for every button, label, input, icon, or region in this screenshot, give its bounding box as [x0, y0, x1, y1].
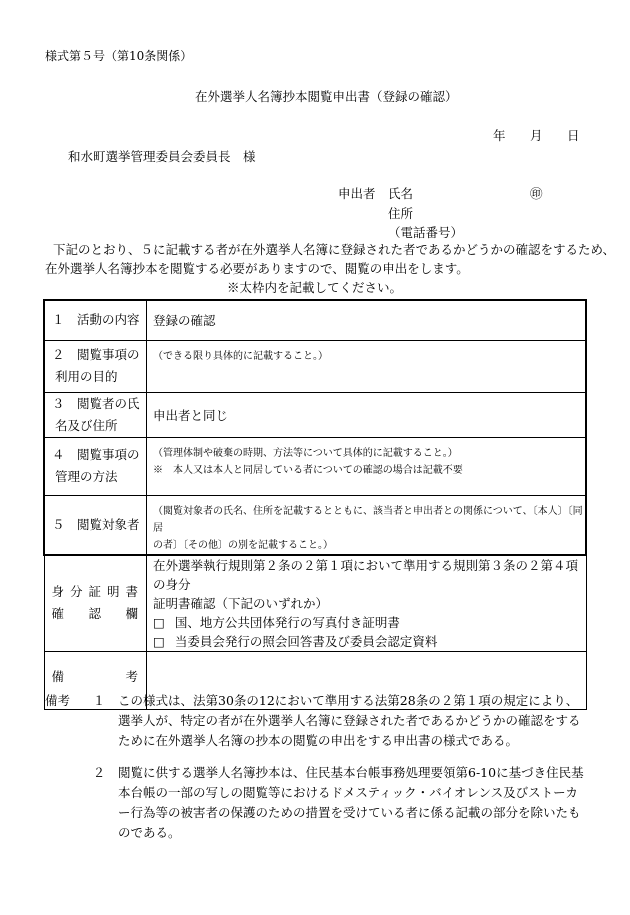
- note-item-1: 備考 １ この様式は、法第30条の12において準用する法第28条の２第１項の規定により、選挙人が、特定の者が在外選挙人名簿に登録された者であるかどうかの確認をするために在外選挙人名簿の抄本の閲覧の申出をする申出書の様式である。: [45, 691, 590, 751]
- activity-value[interactable]: 登録の確認: [147, 300, 587, 340]
- id-check-label: 身 分 証 明 書 確 認 欄: [44, 555, 147, 652]
- date-year-label: 年: [493, 128, 506, 143]
- seal-mark: ㊞: [530, 186, 543, 201]
- addressee: 和水町選挙管理委員会委員長 様: [68, 149, 256, 164]
- id-check-text-1: 在外選挙執行規則第２条の２第１項において準用する規則第３条の２第４項の身分: [153, 557, 579, 592]
- target-label: ５ 閲覧対象者: [44, 495, 147, 555]
- instruction: ※太枠内を記載してください。: [227, 280, 403, 295]
- target-note-2: の者〕〔その他〕の別を記載すること。）: [153, 539, 333, 551]
- management-field[interactable]: [147, 437, 587, 495]
- note-text-1: この様式は、法第30条の12において準用する法第28条の２第１項の規定により、選挙人が、特定の者が在外選挙人名簿に登録された者であるかどうかの確認をするために在外選挙人名簿の抄本の閲覧の申出をする申出書の様式である。: [118, 693, 581, 748]
- management-exemption-note: ※ 本人又は本人と同居している者についての確認の場合は記載不要: [153, 464, 463, 476]
- purpose-note: （できる限り具体的に記載すること。）: [153, 350, 328, 362]
- remarks-label: 備 考: [44, 651, 147, 709]
- date-day-label: 日: [567, 128, 580, 143]
- form-table: [43, 299, 587, 710]
- viewer-value[interactable]: 申出者と同じ: [147, 392, 587, 437]
- activity-label: １ 活動の内容: [44, 300, 147, 340]
- table-row: [44, 340, 586, 392]
- purpose-label: ２ 閲覧事項の 利用の目的: [44, 340, 147, 392]
- check-photo-id-label: 国、地方公共団体発行の写真付き証明書: [174, 614, 400, 630]
- table-row: [44, 437, 586, 495]
- table-row: [44, 300, 586, 340]
- notes-heading: 備考: [45, 693, 71, 708]
- notes-section: [45, 691, 590, 843]
- checkbox-reply-doc[interactable]: □: [153, 633, 165, 649]
- target-note-1: （閲覧対象者の氏名、住所を記載するとともに、該当者と申出者との関係について、〔本人〕〔同居: [153, 505, 583, 534]
- intro-line-1: 下記のとおり、５に記載する者が在外選挙人名簿に登録された者であるかどうかの確認をするため、: [53, 242, 616, 257]
- check-reply-doc-label: 当委員会発行の照会回答書及び委員会認定資料: [174, 633, 438, 649]
- note-item-2: ２ 閲覧に供する選挙人名簿抄本は、住民基本台帳事務処理要領第6-10に基づき住民基本台帳の一部の写しの閲覧等におけるドメスティック・バイオレンス及びストーカー行為等の被害者の保護のための措置を受けている者に係る記載の部分を除いたものである。: [45, 763, 590, 843]
- table-row: [44, 392, 586, 437]
- management-label: ４ 閲覧事項の 管理の方法: [44, 437, 147, 495]
- date-month-label: 月: [530, 128, 543, 143]
- id-check-field: [147, 555, 587, 652]
- target-field[interactable]: [147, 495, 587, 555]
- id-check-text-2: 証明書確認（下記のいずれか）: [153, 595, 329, 611]
- form-number: 様式第５号（第10条関係）: [45, 49, 193, 63]
- page-title: 在外選挙人名簿抄本閲覧申出書（登録の確認）: [195, 89, 458, 104]
- applicant-phone-label: （電話番号）: [388, 225, 464, 240]
- management-note: （管理体制や破棄の時期、方法等について具体的に記載すること。）: [153, 447, 458, 459]
- viewer-label: ３ 閲覧者の氏 名及び住所: [44, 392, 147, 437]
- check-reply-doc[interactable]: [153, 632, 586, 651]
- note-text-2: 閲覧に供する選挙人名簿抄本は、住民基本台帳事務処理要領第6-10に基づき住民基本台帳の一部の写しの閲覧等におけるドメスティック・バイオレンス及びストーカー行為等の被害者の保護のための措置を受けている者に係る記載の部分を除いたものである。: [118, 765, 584, 840]
- applicant-label: 申出者: [338, 186, 376, 201]
- table-row: [44, 555, 586, 652]
- applicant-address-label: 住所: [388, 206, 414, 221]
- checkbox-photo-id[interactable]: □: [153, 614, 165, 630]
- intro-line-2: 在外選挙人名簿抄本を閲覧する必要がありますので、閲覧の申出をします。: [45, 261, 469, 276]
- check-photo-id[interactable]: [153, 613, 586, 632]
- applicant-name-label: 氏名: [388, 186, 414, 201]
- purpose-field[interactable]: [147, 340, 587, 392]
- table-row: [44, 495, 586, 555]
